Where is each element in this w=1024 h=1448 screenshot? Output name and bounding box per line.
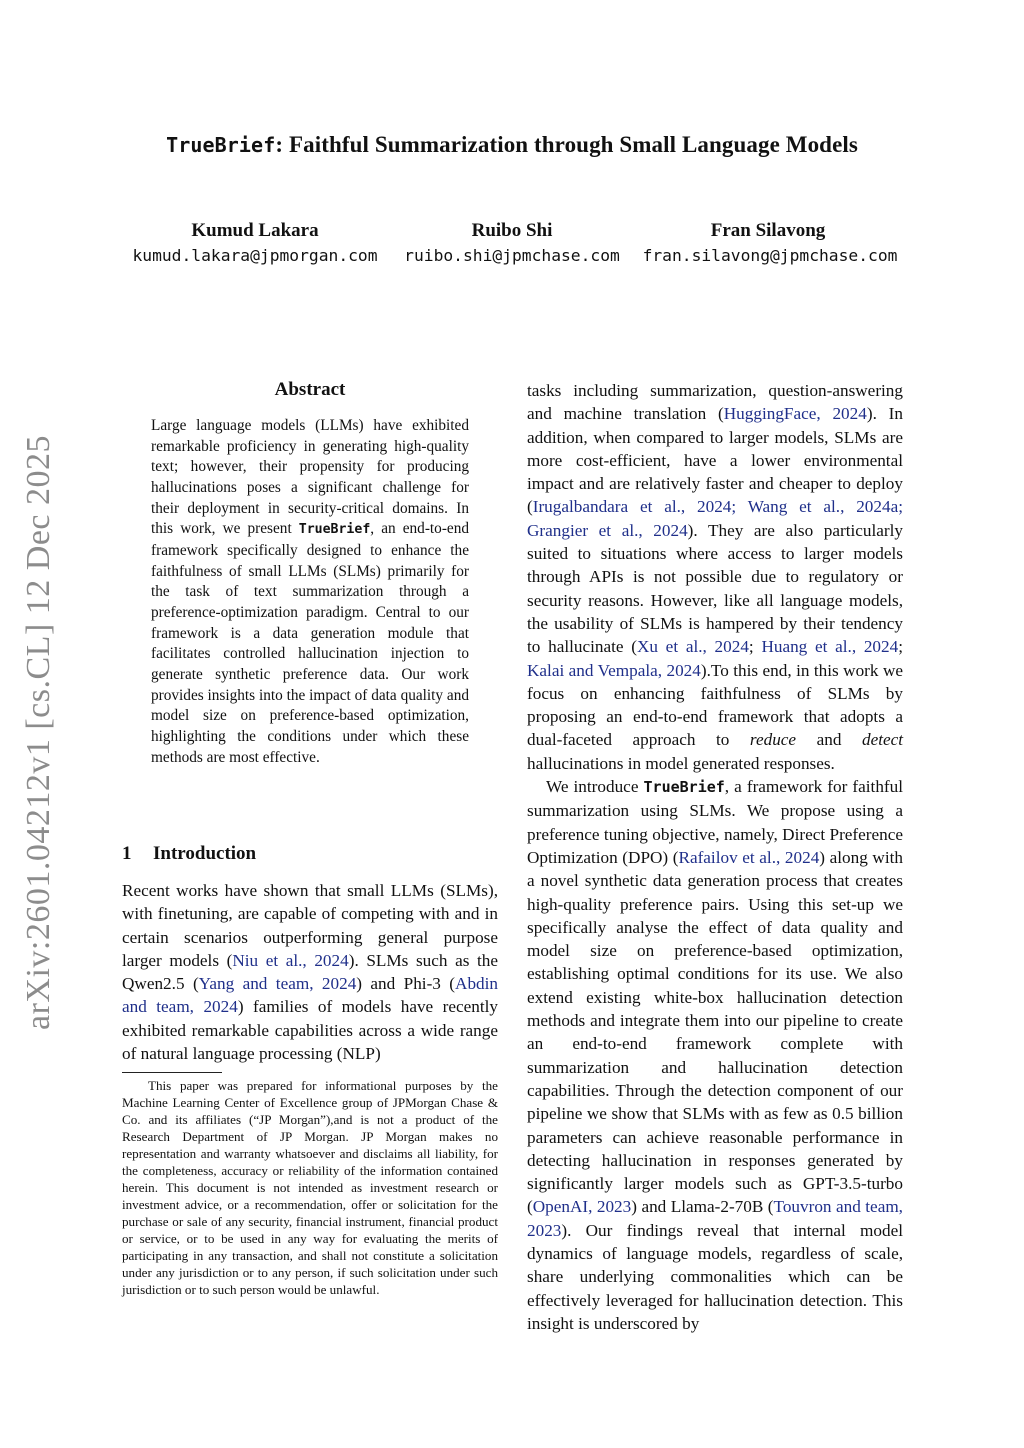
footnote-disclaimer: This paper was prepared for informational purposes by the Machine Learning Center of Excellence group of JPMorgan Chase & Co. and its affiliates (“JP Morgan”),and is not a product of the Research Department of JP Morgan. JP Morgan makes no representation and warranty whatsoever and disclaims all liability, for the completeness, accuracy or reliability of the information contained herein. This document is not intended as investment research or investment advice, or a recommendation, offer or solicitation for the purchase or sale of any security, financial instrument, financial product or service, or to be used in any way for evaluating the merits of participating in any transaction, and shall not constitute a solicitation under any jurisdiction or to any person, if such solicitation under such jurisdiction or to such person would be unlawful. <box>122 1078 498 1297</box>
author-name-1: Kumud Lakara <box>191 220 319 241</box>
arxiv-stamp: arXiv:2601.04212v1 [cs.CL] 12 Dec 2025 <box>20 434 57 1030</box>
citation-link[interactable]: Irugalbandara et al., 2024 <box>532 497 732 517</box>
citation-link[interactable]: Kalai and Vempala, 2024 <box>527 660 701 680</box>
paragraph: tasks including summarization, question-answering and machine translation (HuggingFace, 2024). In addition, when compared to larger models, SLMs are more cost-efficient, have a lower environmental impact and are relatively faster and cheaper to deploy (Irugalbandara et al., 2024; Wang et al., 2024a; Grangier et al., 2024). They are also particularly suited to situations where access to larger models through APIs is not possible due to regulatory or security reasons. However, like all language models, the usability of SLMs is hampered by their tendency to hallucinate (Xu et al., 2024; Huang et al., 2024; Kalai and Vempala, 2024).To this end, in this work we focus on enhancing faithfulness of SLMs by proposing an end-to-end framework that adopts a dual-faceted approach to reduce and detect hallucinations in model generated responses. <box>527 381 904 773</box>
section-title: Introduction <box>153 843 257 864</box>
citation-link[interactable]: Abdin and team, 2024 <box>122 974 498 1017</box>
author-email-3[interactable]: fran.silavong@jpmchase.com <box>642 246 898 265</box>
emphasis: detect <box>861 730 903 750</box>
framework-name: TrueBrief <box>643 778 725 797</box>
right-column <box>527 379 903 1335</box>
author-email-2[interactable]: ruibo.shi@jpmchase.com <box>404 246 620 265</box>
citation-link[interactable]: Touvron and team, 2023 <box>527 1197 903 1240</box>
abstract-heading: Abstract <box>274 379 346 400</box>
framework-name: TrueBrief <box>166 133 276 157</box>
section-number: 1 <box>122 843 132 864</box>
abstract-body: Large language models (LLMs) have exhibited remarkable proficiency in generating high-quality text; however, their propensity for producing hallucinations poses a significant challenge for their deployment in security-critical domains. In this work, we present TrueBrief, an end-to-end framework specifically designed to enhance the faithfulness of small LLMs (SLMs) primarily for the task of text summarization through a preference-optimization paradigm. Central to our framework is a data generation module that facilitates controlled hallucination injection to generate synthetic preference data. Our work provides insights into the impact of data quality and model size on preference-based optimization, highlighting the conditions under which these methods are most effective. <box>151 417 469 766</box>
author-name-2: Ruibo Shi <box>471 220 553 241</box>
footnote-rule <box>122 1072 222 1073</box>
emphasis: reduce <box>749 730 797 750</box>
citation-link[interactable]: HuggingFace, 2024 <box>723 404 867 424</box>
author-email-1[interactable]: kumud.lakara@jpmorgan.com <box>132 246 378 265</box>
citation-link[interactable]: Huang et al., 2024 <box>761 637 899 657</box>
citation-link[interactable]: Xu et al., 2024 <box>636 637 749 657</box>
title-text: : Faithful Summarization through Small Language Models <box>275 132 858 157</box>
intro-paragraph: Recent works have shown that small LLMs (SLMs), with finetuning, are capable of competing with and in certain scenarios outperforming general purpose larger models (Niu et al., 2024). SLMs such as the Qwen2.5 (Yang and team, 2024) and Phi-3 (Abdin and team, 2024) families of models have recently exhibited remarkable capabilities across a wide range of natural language processing (NLP) <box>122 881 498 1063</box>
framework-name: TrueBrief <box>298 522 371 538</box>
section-heading <box>122 843 256 865</box>
citation-link[interactable]: Yang and team, 2024 <box>198 974 357 993</box>
citation-link[interactable]: Rafailov et al., 2024 <box>678 847 820 867</box>
citation-link[interactable]: Wang et al., 2024a <box>747 497 899 517</box>
citation-link[interactable]: OpenAI, 2023 <box>532 1197 632 1217</box>
citation-link[interactable]: Niu et al., 2024 <box>232 950 349 970</box>
paragraph: We introduce TrueBrief, a framework for faithful summarization using SLMs. We propose using a preference tuning objective, namely, Direct Preference Optimization (DPO) (Rafailov et al., 2024) along with a novel synthetic data generation process that creates high-quality preference pairs. Using this set-up we specifically analyse the effect of data quality and model size on preference-based optimization, establishing optimal conditions for its use. We also extend existing white-box hallucination detection methods and integrate them into our pipeline to create an end-to-end framework complete with summarization and hallucination detection capabilities. Through the detection component of our pipeline we show that SLMs with as few as 0.5 billion parameters can achieve reasonable performance in detecting hallucination in responses generated by significantly larger models such as GPT-3.5-turbo (OpenAI, 2023) and Llama-2-70B (Touvron and team, 2023). Our findings reveal that internal model dynamics of language models, regardless of scale, share underlying commonalities which can be effectively leveraged for hallucination detection. This insight is underscored by <box>527 777 903 1333</box>
citation-link[interactable]: Grangier et al., 2024 <box>527 520 688 540</box>
author-name-3: Fran Silavong <box>710 220 826 241</box>
paper-title <box>60 132 964 158</box>
